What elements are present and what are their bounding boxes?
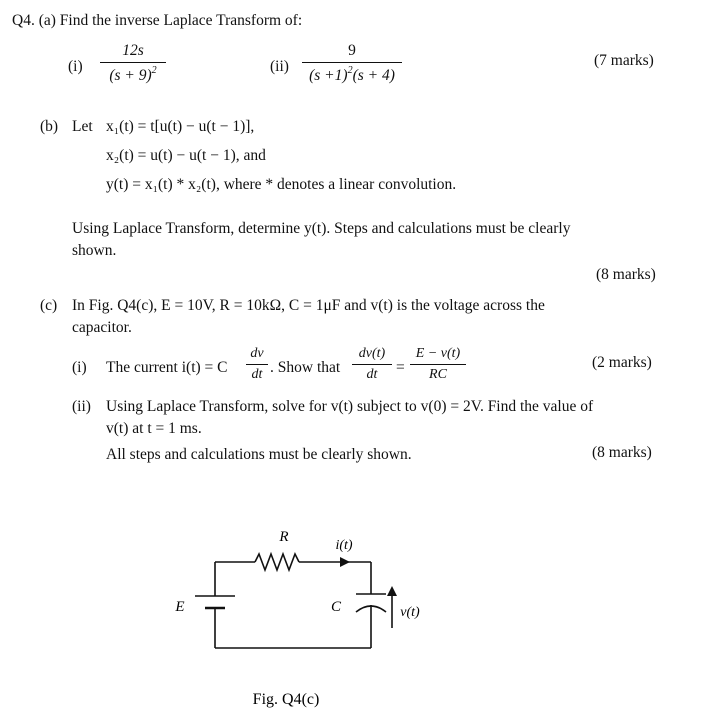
part-c-i-text-pre: The current i(t) = C: [106, 359, 228, 376]
current-label: i(t): [335, 538, 353, 553]
part-b-line1: x₁(t) = t[u(t) − u(t − 1)],: [106, 118, 255, 135]
part-c-i-text-mid: . Show that: [270, 359, 341, 376]
part-b-text2: shown.: [72, 242, 117, 259]
part-a-i-numerator: 12s: [122, 42, 144, 59]
current-arrow-head: [340, 557, 350, 567]
part-b-label: (b): [40, 118, 59, 135]
part-a-marks: (7 marks): [594, 52, 654, 69]
source-label: E: [175, 599, 185, 615]
part-c-ii-label: (ii): [72, 398, 91, 415]
part-c-i-label: (i): [72, 359, 87, 376]
part-a-i-label: (i): [68, 58, 83, 75]
resistor-label: R: [279, 529, 289, 545]
part-c-i-equals: =: [396, 359, 405, 376]
figure-caption: Fig. Q4(c): [252, 691, 320, 708]
part-b-text1: Using Laplace Transform, determine y(t). Steps and calculations must be clearly: [72, 220, 571, 237]
part-c-ii-text2: v(t) at t = 1 ms.: [106, 420, 202, 437]
part-c-ii-text3: All steps and calculations must be clearly shown.: [106, 446, 412, 463]
capacitor-label: C: [330, 599, 342, 615]
part-c-text1: In Fig. Q4(c), E = 10V, R = 10kΩ, C = 1μF and v(t) is the voltage across the: [72, 297, 545, 314]
part-c-i-marks: (2 marks): [592, 354, 652, 371]
part-c-ii-text1: Using Laplace Transform, solve for v(t) subject to v(0) = 2V. Find the value of: [106, 398, 594, 415]
part-c-i-frac-dvt-dt: dv(t) dt: [352, 346, 392, 383]
part-c-i-frac-e-v-rc: E − v(t) RC: [410, 346, 466, 383]
voltage-label: v(t): [400, 605, 420, 620]
resistor-symbol: [255, 554, 299, 570]
part-a-ii-label: (ii): [270, 58, 289, 75]
part-c-ii-marks: (8 marks): [592, 444, 652, 461]
part-c-i-frac-dv-dt: dv dt: [246, 346, 268, 383]
part-b-marks: (8 marks): [596, 266, 656, 283]
part-b-line3: y(t) = x₁(t) * x₂(t), where * denotes a linear convolution.: [106, 176, 457, 193]
part-a-ii-numerator: 9: [348, 42, 356, 59]
part-b-let: Let: [72, 118, 93, 135]
part-c-label: (c): [40, 297, 58, 314]
part-a-ii-denominator: $(s +1)^2(s + 4)$: [309, 65, 395, 84]
voltage-arrow-head: [387, 586, 397, 596]
part-a-i-denominator: $(s + 9)^2$: [109, 65, 157, 84]
part-c-text2: capacitor.: [72, 319, 132, 336]
part-b-line2: x₂(t) = u(t) − u(t − 1), and: [106, 147, 266, 164]
question-header: Q4. (a) Find the inverse Laplace Transform of:: [12, 12, 303, 29]
